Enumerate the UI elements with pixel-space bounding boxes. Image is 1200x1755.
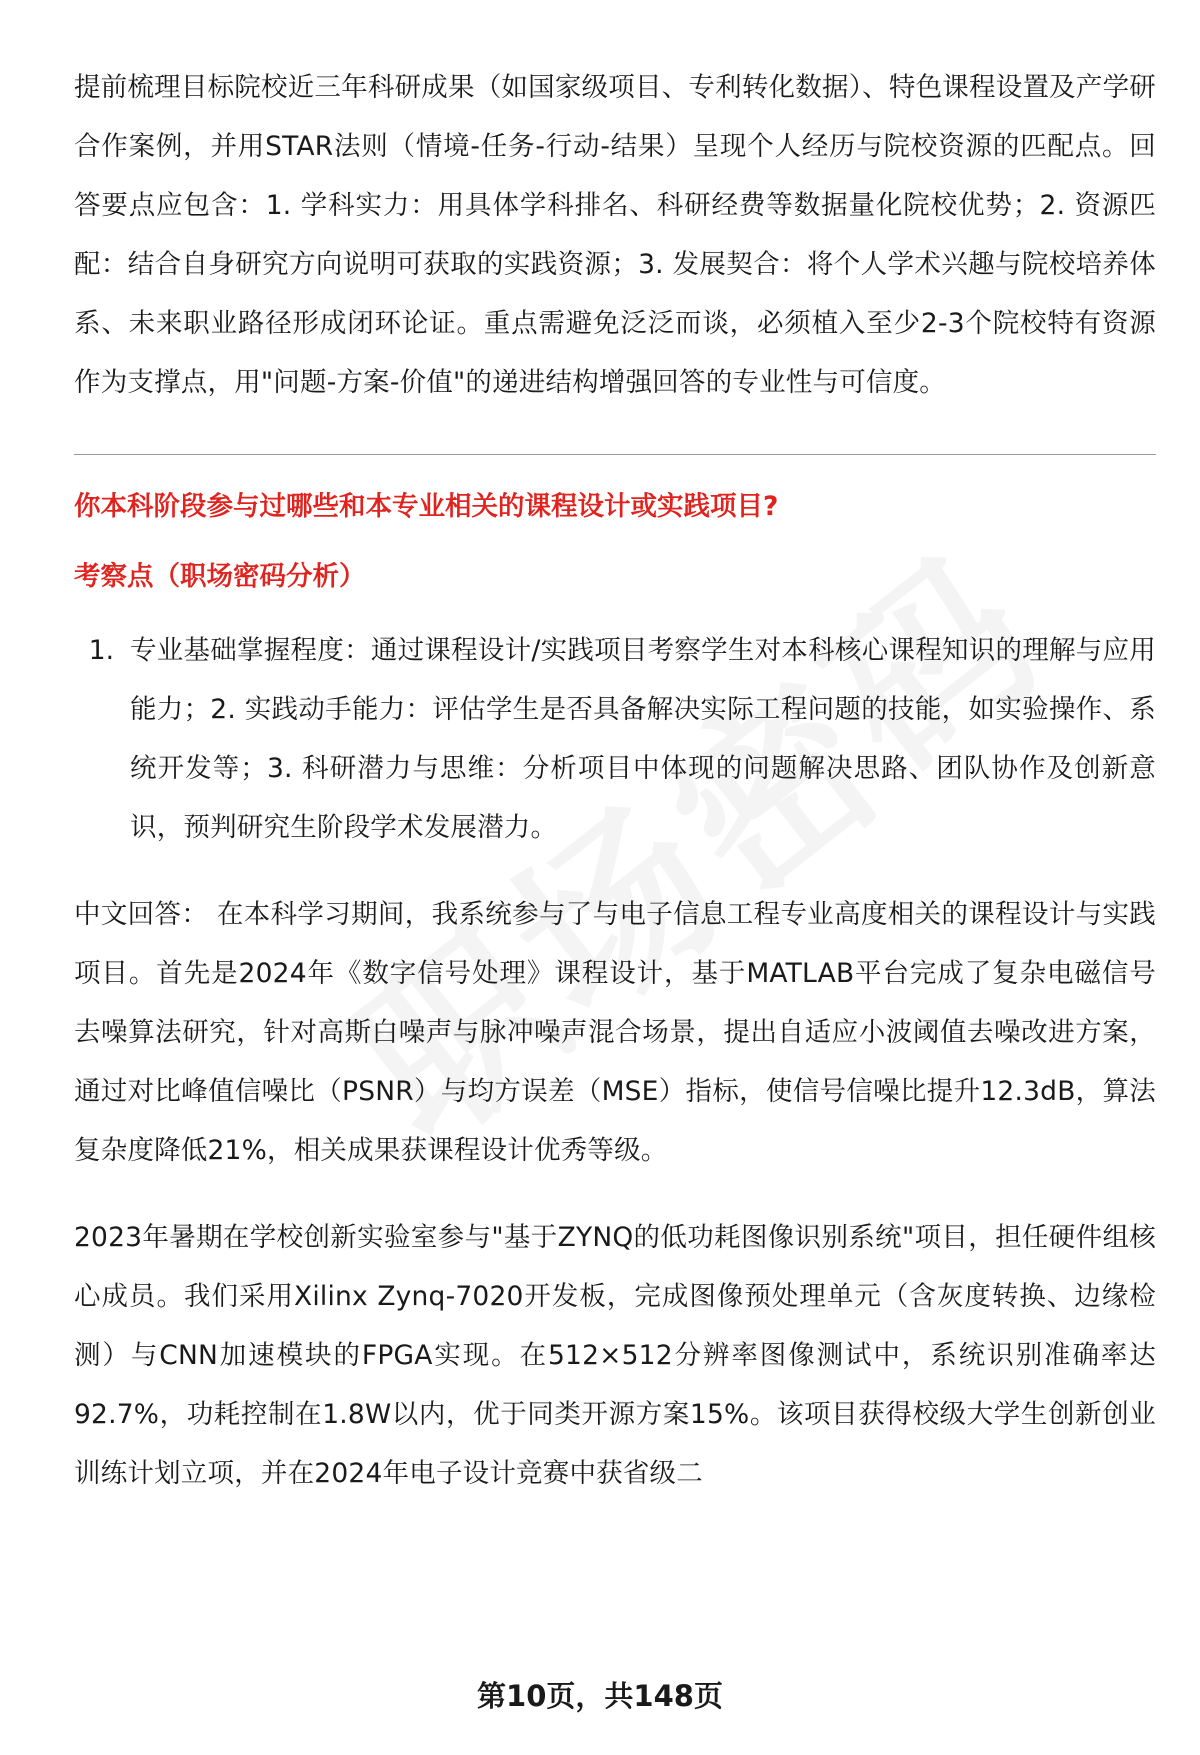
section-divider <box>74 454 1156 455</box>
intro-paragraph: 提前梳理目标院校近三年科研成果（如国家级项目、专利转化数据）、特色课程设置及产学研合作案例，并用STAR法则（情境-任务-行动-结果）呈现个人经历与院校资源的匹配点。回答要点应包含：1. 学科实力：用具体学科排名、科研经费等数据量化院校优势；2. 资源匹配：结合自身研究方向说明可获取的实践资源；3. 发展契合：将个人学术兴趣与院校培养体系、未来职业路径形成闭环论证。重点需避免泛泛而谈，必须植入至少2-3个院校特有资源作为支撑点，用"问题-方案-价值"的递进结构增强回答的专业性与可信度。 <box>74 72 1156 398</box>
section-label: 考察点（职场密码分析） <box>74 561 366 592</box>
page-footer: 第10页，共148页 <box>477 1679 723 1713</box>
answer-paragraph-2: 2023年暑期在学校创新实验室参与"基于ZYNQ的低功耗图像识别系统"项目，担任硬件组核心成员。我们采用Xilinx Zynq-7020开发板，完成图像预处理单元（含灰度转换、边缘检测）与CNN加速模块的FPGA实现。在512×512分辨率图像测试中，系统识别准确率达92.7%，功耗控制在1.8W以内，优于同类开源方案15%。该项目获得校级大学生创新创业训练计划立项，并在2024年电子设计竞赛中获省级二 <box>74 1222 1157 1489</box>
list-item <box>74 621 1156 857</box>
answer-paragraph-1: 中文回答： 在本科学习期间，我系统参与了与电子信息工程专业高度相关的课程设计与实践项目。首先是2024年《数字信号处理》课程设计，基于MATLAB平台完成了复杂电磁信号去噪算法研究，针对高斯白噪声与脉冲噪声混合场景，提出自适应小波阈值去噪改进方案，通过对比峰值信噪比（PSNR）与均方误差（MSE）指标，使信号信噪比提升12.3dB，算法复杂度降低21%，相关成果获课程设计优秀等级。 <box>74 899 1156 1166</box>
document-page <box>74 58 1156 1503</box>
question-heading: 你本科阶段参与过哪些和本专业相关的课程设计或实践项目? <box>74 491 779 522</box>
list-item-number: 1. <box>88 635 114 666</box>
list-item-text: 专业基础掌握程度：通过课程设计/实践项目考察学生对本科核心课程知识的理解与应用能力；2. 实践动手能力：评估学生是否具备解决实际工程问题的技能，如实验操作、系统开发等；3. 科研潜力与思维：分析项目中体现的问题解决思路、团队协作及创新意识，预判研究生阶段学术发展潜力。 <box>130 635 1156 843</box>
